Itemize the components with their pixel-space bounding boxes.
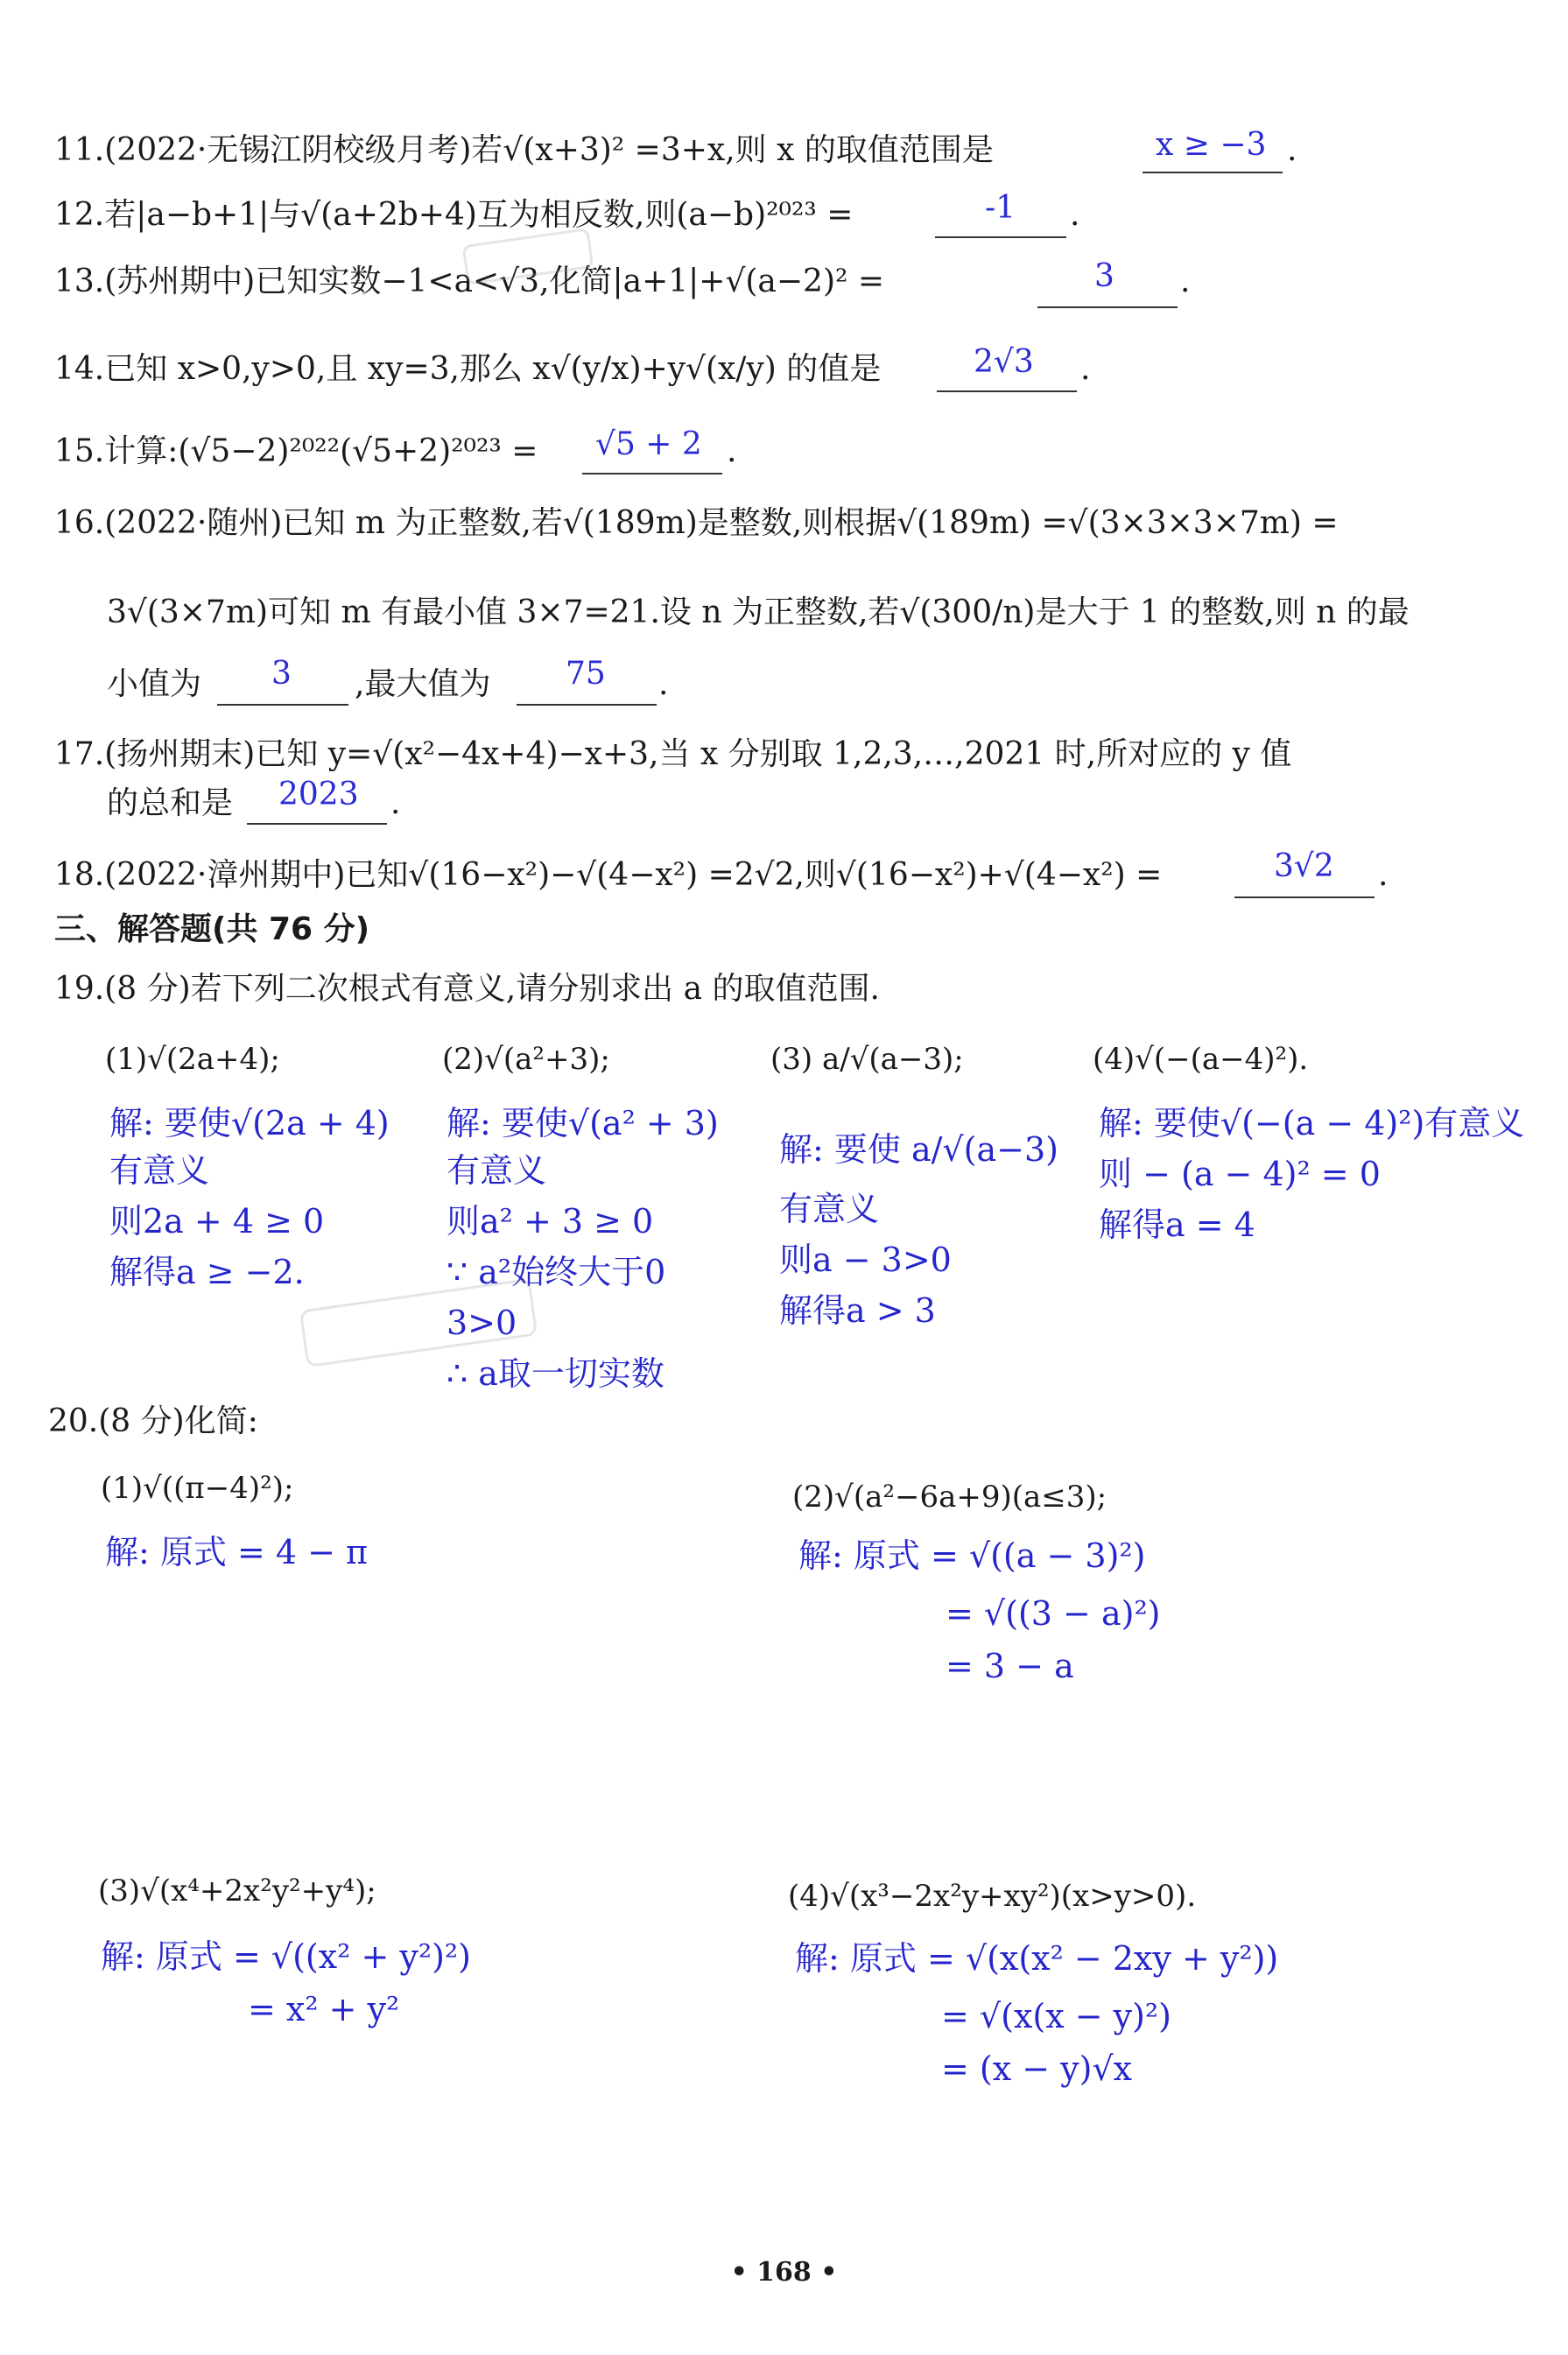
- q16-end: .: [658, 666, 669, 702]
- q20-part2-label: (2)√(a²−6a+9)(a≤3);: [792, 1480, 1107, 1515]
- q19-part2-work-5: 3>0: [446, 1304, 517, 1342]
- q17-line1: 17.(扬州期末)已知 y=√(x²−4x+4)−x+3,当 x 分别取 1,2,3,…,2021 时,所对应的 y 值: [54, 736, 1292, 772]
- q15-blank: [582, 473, 722, 475]
- q19-part4-work-2: 则 − (a − 4)² = 0: [1099, 1155, 1381, 1193]
- q16-line3-a: 小值为: [107, 666, 202, 702]
- q19-part3-work-4: 解得a > 3: [779, 1291, 936, 1330]
- q19-part2-work-2: 有意义: [446, 1151, 547, 1190]
- q18-text: 18.(2022·漳州期中)已知√(16−x²)−√(4−x²) =2√2,则√(16−x²)+√(4−x²) =: [54, 857, 1163, 893]
- q16-blank-min: [217, 704, 348, 706]
- q19-part1-work-2: 有意义: [109, 1151, 210, 1190]
- q16-answer-min: 3: [271, 656, 292, 692]
- q16-line2: 3√(3×7m)可知 m 有最小值 3×7=21.设 n 为正整数,若√(300/n)是大于 1 的整数,则 n 的最: [107, 594, 1410, 630]
- q19-part2-work-6: ∴ a取一切实数: [446, 1354, 664, 1393]
- q20-part3-work-1: 解: 原式 = √((x² + y²)²): [101, 1937, 471, 1976]
- q19-part1-work-4: 解得a ≥ −2.: [109, 1253, 305, 1291]
- q16-answer-max: 75: [566, 656, 606, 692]
- q12-end: .: [1070, 197, 1080, 233]
- q20-part1-work-1: 解: 原式 = 4 − π: [105, 1533, 369, 1571]
- q18-blank: [1234, 896, 1375, 898]
- q17-end: .: [390, 785, 401, 821]
- q19-part4-work-3: 解得a = 4: [1099, 1206, 1255, 1244]
- q17-blank: [247, 823, 387, 825]
- q14-answer: 2√3: [974, 344, 1034, 380]
- q12-text: 12.若|a−b+1|与√(a+2b+4)互为相反数,则(a−b)²⁰²³ =: [54, 197, 854, 233]
- q19-part2-label: (2)√(a²+3);: [442, 1042, 610, 1077]
- q14-blank: [937, 390, 1077, 392]
- q20-part3-label: (3)√(x⁴+2x²y²+y⁴);: [98, 1873, 376, 1909]
- q14-end: .: [1080, 351, 1091, 387]
- q17-answer: 2023: [278, 777, 359, 812]
- q19-part4-label: (4)√(−(a−4)²).: [1093, 1042, 1309, 1077]
- q15-end: .: [727, 433, 737, 469]
- q19-part2-work-1: 解: 要使√(a² + 3): [446, 1104, 719, 1142]
- page-number: • 168 •: [730, 2257, 838, 2288]
- section-3-title: 三、解答题(共 76 分): [54, 911, 370, 947]
- q19-part1-label: (1)√(2a+4);: [105, 1042, 280, 1077]
- q19-part1-work-1: 解: 要使√(2a + 4): [109, 1104, 390, 1142]
- q11-end: .: [1287, 132, 1297, 168]
- q19-part3-work-1: 解: 要使 a/√(a−3): [779, 1130, 1058, 1169]
- q13-answer: 3: [1094, 258, 1114, 294]
- q13-text: 13.(苏州期中)已知实数−1<a<√3,化简|a+1|+√(a−2)² =: [54, 264, 885, 299]
- q11-blank: [1143, 172, 1283, 173]
- q19-stem: 19.(8 分)若下列二次根式有意义,请分别求出 a 的取值范围.: [54, 971, 880, 1007]
- q20-part4-work-2: = √(x(x − y)²): [941, 1997, 1171, 2035]
- q11-answer: x ≥ −3: [1156, 127, 1267, 163]
- q19-part2-work-4: ∵ a²始终大于0: [446, 1253, 666, 1291]
- q20-part2-work-1: 解: 原式 = √((a − 3)²): [798, 1536, 1146, 1575]
- q19-part2-work-3: 则a² + 3 ≥ 0: [446, 1202, 654, 1241]
- q18-answer: 3√2: [1274, 848, 1334, 884]
- q20-part2-work-2: = √((3 − a)²): [946, 1594, 1161, 1633]
- q15-answer: √5 + 2: [595, 426, 702, 462]
- q13-blank: [1037, 306, 1178, 308]
- q20-part3-work-2: = x² + y²: [248, 1990, 400, 2028]
- q20-part4-label: (4)√(x³−2x²y+xy²)(x>y>0).: [788, 1879, 1197, 1914]
- q20-part1-label: (1)√((π−4)²);: [101, 1471, 294, 1506]
- q12-blank: [935, 236, 1066, 238]
- q20-part4-work-3: = (x − y)√x: [941, 2049, 1133, 2088]
- q19-part4-work-1: 解: 要使√(−(a − 4)²)有意义: [1099, 1104, 1525, 1142]
- q20-part4-work-1: 解: 原式 = √(x(x² − 2xy + y²)): [795, 1939, 1279, 1978]
- q15-text: 15.计算:(√5−2)²⁰²²(√5+2)²⁰²³ =: [54, 433, 538, 469]
- q19-part1-work-3: 则2a + 4 ≥ 0: [109, 1202, 325, 1241]
- q19-part3-work-2: 有意义: [779, 1190, 880, 1228]
- q14-text: 14.已知 x>0,y>0,且 xy=3,那么 x√(y/x)+y√(x/y) 的值是: [54, 351, 882, 387]
- q20-stem: 20.(8 分)化简:: [48, 1403, 258, 1439]
- q20-part2-work-3: = 3 − a: [946, 1647, 1074, 1685]
- q11-text: 11.(2022·无锡江阴校级月考)若√(x+3)² =3+x,则 x 的取值范围是: [54, 132, 994, 168]
- q16-line3-b: ,最大值为: [355, 666, 491, 702]
- q19-part3-label: (3) a/√(a−3);: [770, 1042, 964, 1077]
- q17-line2: 的总和是: [107, 785, 234, 821]
- q12-answer: -1: [985, 190, 1016, 226]
- q13-end: .: [1180, 264, 1191, 299]
- q16-blank-max: [517, 704, 657, 706]
- q18-end: .: [1378, 857, 1389, 893]
- q16-line1: 16.(2022·随州)已知 m 为正整数,若√(189m)是整数,则根据√(189m) =√(3×3×3×7m) =: [54, 505, 1339, 541]
- q19-part3-work-3: 则a − 3>0: [779, 1241, 952, 1279]
